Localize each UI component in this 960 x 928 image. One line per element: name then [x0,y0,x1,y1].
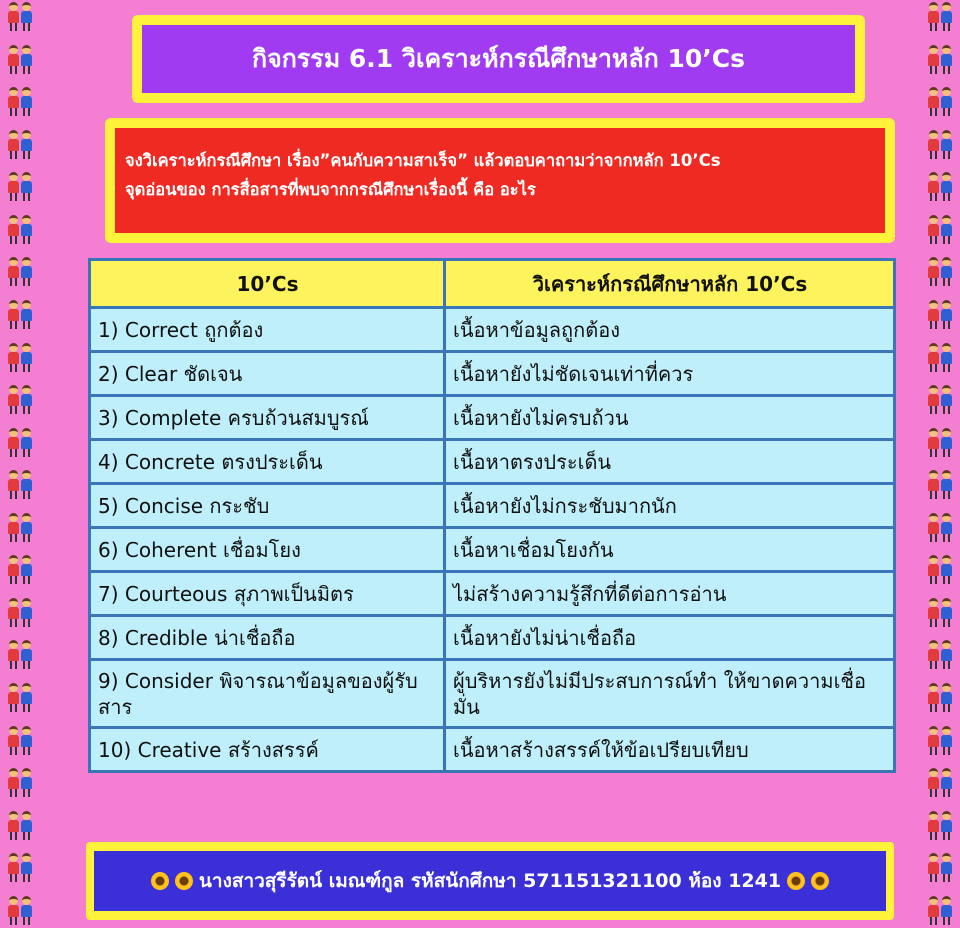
table-row [90,352,895,396]
analysis-cell: เนื้อหาตรงประเด็น [445,440,895,484]
table-header-row [90,260,895,308]
couple-icon [8,257,32,287]
couple-icon [8,555,32,585]
couple-icon [8,896,32,926]
table-row [90,616,895,660]
student-info: นางสาวสุรีรัตน์ เมณฑ์กูล รหัสนักศึกษา 571151321100 ห้อง 1241 [198,870,782,892]
couple-icon [928,87,952,117]
principle-cell: 6) Coherent เชื่อมโยง [90,528,445,572]
couple-icon [8,513,32,543]
couple-icon [8,598,32,628]
table-row [90,396,895,440]
couple-icon [928,2,952,32]
principle-cell: 3) Complete ครบถ้วนสมบูรณ์ [90,396,445,440]
couple-icon [928,726,952,756]
question-frame [105,118,895,243]
couple-icon [8,87,32,117]
analysis-cell: เนื้อหายังไม่ครบถ้วน [445,396,895,440]
couple-icon [928,343,952,373]
couple-icon [8,428,32,458]
right-border-decoration [920,0,960,928]
sunflower-icon [175,872,193,890]
couple-icon [928,683,952,713]
principle-cell: 8) Credible น่าเชื่อถือ [90,616,445,660]
sunflower-icon [811,872,829,890]
couple-icon [928,300,952,330]
question-text [115,128,885,233]
analysis-cell: ไม่สร้างความรู้สึกที่ดีต่อการอ่าน [445,572,895,616]
analysis-cell: เนื้อหาสร้างสรรค์ให้ข้อเปรียบเทียบ [445,728,895,772]
principle-cell: 2) Clear ชัดเจน [90,352,445,396]
couple-icon [8,172,32,202]
couple-icon [928,768,952,798]
cs-analysis-table [88,258,896,773]
couple-icon [928,130,952,160]
couple-icon [928,513,952,543]
couple-icon [8,2,32,32]
analysis-cell: เนื้อหาเชื่อมโยงกัน [445,528,895,572]
footer-frame [86,842,894,920]
couple-icon [928,470,952,500]
couple-icon [928,640,952,670]
principle-cell: 10) Creative สร้างสรรค์ [90,728,445,772]
couple-icon [928,598,952,628]
table-row [90,440,895,484]
couple-icon [8,768,32,798]
table-row [90,728,895,772]
couple-icon [8,853,32,883]
couple-icon [8,130,32,160]
couple-icon [928,45,952,75]
couple-icon [8,300,32,330]
page-title: กิจกรรม 6.1 วิเคราะห์กรณีศึกษาหลัก 10’Cs [142,25,855,93]
table-row [90,660,895,728]
couple-icon [8,683,32,713]
analysis-cell: ผู้บริหารยังไม่มีประสบการณ์ทำ ให้ขาดความเชื่อมั่น [445,660,895,728]
column-header-analysis: วิเคราะห์กรณีศึกษาหลัก 10’Cs [445,260,895,308]
couple-icon [928,896,952,926]
couple-icon [8,45,32,75]
couple-icon [8,343,32,373]
analysis-cell: เนื้อหาข้อมูลถูกต้อง [445,308,895,352]
couple-icon [928,555,952,585]
table-row [90,484,895,528]
analysis-cell: เนื้อหายังไม่ชัดเจนเท่าที่ควร [445,352,895,396]
left-border-decoration [0,0,40,928]
couple-icon [8,470,32,500]
couple-icon [928,172,952,202]
table-row [90,308,895,352]
couple-icon [928,428,952,458]
footer-banner [94,851,886,911]
sunflower-icon [151,872,169,890]
table-row [90,528,895,572]
couple-icon [8,385,32,415]
principle-cell: 7) Courteous สุภาพเป็นมิตร [90,572,445,616]
couple-icon [928,811,952,841]
principle-cell: 1) Correct ถูกต้อง [90,308,445,352]
question-line-1: จงวิเคราะห์กรณีศึกษา เรื่อง”คนกับความสาเร็จ” แล้วตอบคาถามว่าจากหลัก 10’Cs [125,151,721,170]
question-line-2: จุดอ่อนของ การสื่อสารที่พบจากกรณีศึกษาเรื่องนี้ คือ อะไร [125,180,536,199]
principle-cell: 9) Consider พิจารณาข้อมูลของผู้รับสาร [90,660,445,728]
principle-cell: 4) Concrete ตรงประเด็น [90,440,445,484]
analysis-cell: เนื้อหายังไม่กระชับมากนัก [445,484,895,528]
couple-icon [8,811,32,841]
analysis-cell: เนื้อหายังไม่น่าเชื่อถือ [445,616,895,660]
column-header-10cs: 10’Cs [90,260,445,308]
couple-icon [8,726,32,756]
sunflower-icon [787,872,805,890]
couple-icon [928,215,952,245]
couple-icon [928,385,952,415]
couple-icon [928,257,952,287]
title-frame [132,15,865,103]
principle-cell: 5) Concise กระชับ [90,484,445,528]
table-row [90,572,895,616]
couple-icon [928,853,952,883]
couple-icon [8,215,32,245]
couple-icon [8,640,32,670]
